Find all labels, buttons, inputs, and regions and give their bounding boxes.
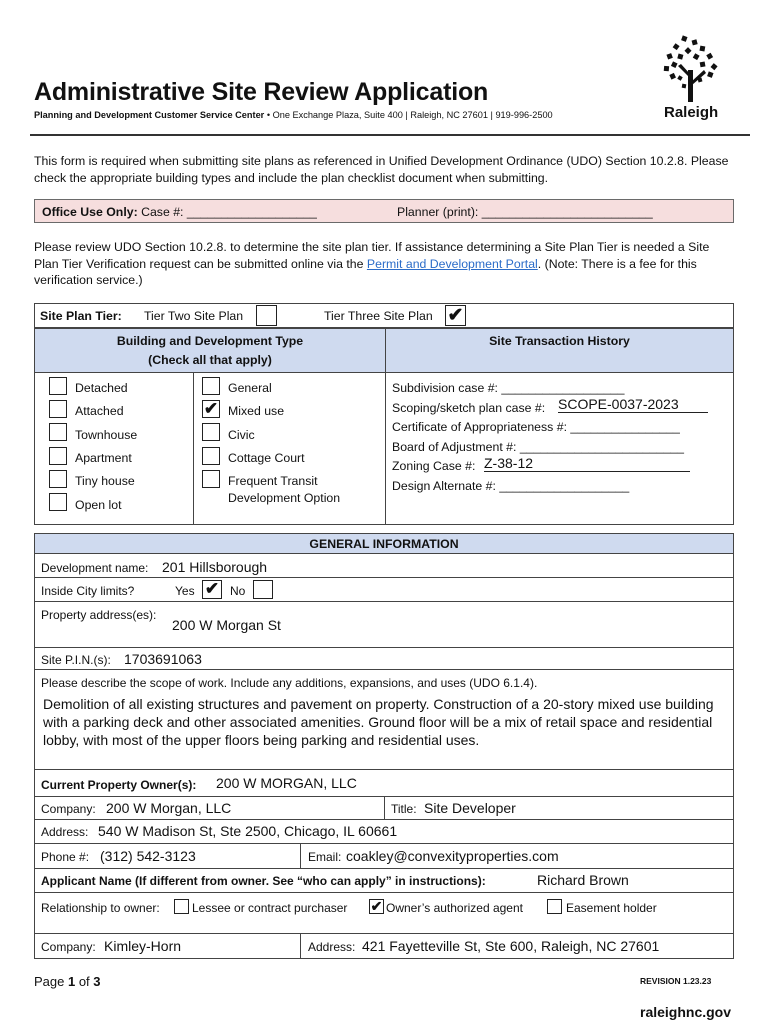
owner-email-field[interactable]: coakley@convexityproperties.com <box>346 848 559 864</box>
page-title: Administrative Site Review Application <box>34 78 489 106</box>
office-use-box <box>34 199 734 223</box>
scope-field[interactable]: Demolition of all existing structures and pavement on property. Construction of a 20-story mixed use building with a parking deck and other associated amenities. Ground floor will be a mix of retail space and residential lobby, with most of the upper floors being parking and residential uses. <box>43 696 714 748</box>
owner-address-field[interactable]: 540 W Madison St, Ste 2500, Chicago, IL 60661 <box>98 823 398 839</box>
review-text-before: Please review UDO Section 10.2.8. to determine the site plan tier. If assistance determining a Site Plan Tier is needed a Site Plan Tier Verification request can be submitted online via the <box>34 240 710 271</box>
design-alternate-field[interactable]: Design Alternate #: ___________________ <box>392 479 630 493</box>
permit-portal-link[interactable]: Permit and Development Portal <box>366 256 538 271</box>
scoping-case-label: Scoping/sketch plan case #: <box>392 401 546 415</box>
tiny-house-label: Tiny house <box>75 474 135 488</box>
review-text-after: . (Note: There is a fee for this verification service.) <box>34 256 697 287</box>
page-subtitle <box>34 110 553 120</box>
city-limits-yes-checkbox[interactable]: ✔ <box>202 580 222 599</box>
civic-label: Civic <box>228 428 255 442</box>
attached-label: Attached <box>75 404 124 418</box>
apartment-label: Apartment <box>75 451 132 465</box>
office-planner-field: Planner (print): _________________________ <box>397 205 653 219</box>
cottage-court-checkbox[interactable] <box>202 447 220 465</box>
coa-field[interactable]: Certificate of Appropriateness #: ________________ <box>392 420 680 434</box>
city-limits-yes-label: Yes <box>175 584 195 598</box>
applicant-name-field[interactable]: Richard Brown <box>537 872 629 888</box>
attached-checkbox[interactable] <box>49 400 67 418</box>
lessee-checkbox[interactable] <box>174 899 189 914</box>
frequent-transit-label: Frequent Transit <box>228 474 318 488</box>
city-limits-no-checkbox[interactable] <box>253 580 273 599</box>
owner-name-field[interactable]: 200 W MORGAN, LLC <box>216 775 357 791</box>
property-address-label: Property address(es): <box>41 608 157 622</box>
office-case: Case #: ___________________ <box>137 205 317 219</box>
owner-phone-field[interactable]: (312) 542-3123 <box>100 848 196 864</box>
history-header: Site Transaction History <box>489 334 630 348</box>
apartment-checkbox[interactable] <box>49 447 67 465</box>
owner-phone-label: Phone #: <box>41 850 90 864</box>
tier-two-label: Tier Two Site Plan <box>144 309 244 323</box>
applicant-address-field[interactable]: 421 Fayetteville St, Ste 600, Raleigh, NC 27601 <box>362 938 660 954</box>
detached-label: Detached <box>75 381 128 395</box>
subdivision-case-field[interactable]: Subdivision case #: __________________ <box>392 381 625 395</box>
zoning-case-label: Zoning Case #: <box>392 459 476 473</box>
lessee-label: Lessee or contract purchaser <box>192 901 348 915</box>
easement-holder-label: Easement holder <box>566 901 657 915</box>
general-info-header: GENERAL INFORMATION <box>309 537 459 551</box>
center-info: • One Exchange Plaza, Suite 400 | Raleigh, NC 27601 | 919-996-2500 <box>264 110 553 120</box>
cottage-court-label: Cottage Court <box>228 451 305 465</box>
raleigh-logo-text: Raleigh <box>664 104 719 121</box>
authorized-agent-checkbox[interactable]: ✔ <box>370 898 383 914</box>
city-limits-row <box>34 577 734 602</box>
civic-checkbox[interactable] <box>202 423 220 441</box>
owner-title-label: Title: <box>391 802 417 816</box>
authorized-agent-label: Owner’s authorized agent <box>386 901 523 915</box>
dev-name-label: Development name: <box>41 561 149 575</box>
building-type-subheader: (Check all that apply) <box>148 353 272 367</box>
building-type-header: Building and Development Type <box>116 334 304 348</box>
easement-holder-checkbox[interactable] <box>547 899 562 914</box>
general-label: General <box>228 381 272 395</box>
open-lot-label: Open lot <box>75 498 122 512</box>
applicant-address-label: Address: <box>308 940 356 954</box>
office-use-label: Office Use Only: <box>42 205 138 219</box>
scope-label: Please describe the scope of work. Include any additions, expansions, and uses (UDO 6.1.4). <box>41 676 538 690</box>
boa-field[interactable]: Board of Adjustment #: ________________________ <box>392 440 684 454</box>
tier-label: Site Plan Tier: <box>40 309 122 323</box>
owner-label: Current Property Owner(s): <box>41 778 197 792</box>
city-limits-label: Inside City limits? <box>41 584 135 598</box>
zoning-case-field[interactable]: Z-38-12 <box>484 455 690 472</box>
detached-checkbox[interactable] <box>49 377 67 395</box>
general-checkbox[interactable] <box>202 377 220 395</box>
property-address-field[interactable]: 200 W Morgan St <box>172 617 281 633</box>
intro-text: This form is required when submitting site plans as referenced in Unified Development Ordinance (UDO) Section 10.2.8. Please check the appropriate building types and include the plan checklist document when submitting. <box>34 154 729 185</box>
owner-title-field[interactable]: Site Developer <box>424 800 516 816</box>
mixed-use-label: Mixed use <box>228 404 285 418</box>
scoping-case-field[interactable]: SCOPE-0037-2023 <box>558 396 708 413</box>
page-current: 1 <box>67 974 76 989</box>
tier-two-checkbox[interactable] <box>256 305 277 326</box>
townhouse-label: Townhouse <box>75 428 138 442</box>
development-option-label: Development Option <box>228 491 341 505</box>
owner-company-field[interactable]: 200 W Morgan, LLC <box>106 800 232 816</box>
owner-email-label: Email: <box>308 850 342 864</box>
applicant-company-label: Company: <box>41 940 96 954</box>
office-case-field <box>42 205 317 219</box>
tiny-house-checkbox[interactable] <box>49 470 67 488</box>
website-link[interactable]: raleighnc.gov <box>640 1004 732 1020</box>
pin-label: Site P.I.N.(s): <box>41 653 111 667</box>
applicant-company-field[interactable]: Kimley-Horn <box>104 938 182 954</box>
open-lot-checkbox[interactable] <box>49 493 67 511</box>
applicant-label: Applicant Name (If different from owner. See “who can apply” in instructions): <box>41 874 486 888</box>
building-column-divider <box>193 372 194 525</box>
city-limits-no-label: No <box>230 584 246 598</box>
page-number <box>34 974 101 989</box>
revision-label: REVISION 1.23.23 <box>640 976 712 986</box>
header-divider <box>30 134 750 136</box>
relationship-label: Relationship to owner: <box>41 901 160 915</box>
review-text <box>34 239 734 289</box>
tier-three-label: Tier Three Site Plan <box>324 309 433 323</box>
owner-address-label: Address: <box>41 825 89 839</box>
townhouse-checkbox[interactable] <box>49 423 67 441</box>
page-prefix: Page <box>34 974 68 989</box>
page-total: 3 <box>93 974 101 989</box>
center-name: Planning and Development Customer Service Center <box>34 110 265 120</box>
owner-company-label: Company: <box>41 802 96 816</box>
pin-field[interactable]: 1703691063 <box>124 651 202 667</box>
frequent-transit-checkbox[interactable] <box>202 470 220 488</box>
mixed-use-checkbox[interactable]: ✔ <box>203 399 219 418</box>
page-mid: of <box>75 974 94 989</box>
dev-name-field[interactable]: 201 Hillsborough <box>162 559 268 575</box>
tier-three-checkbox[interactable]: ✔ <box>445 305 466 326</box>
